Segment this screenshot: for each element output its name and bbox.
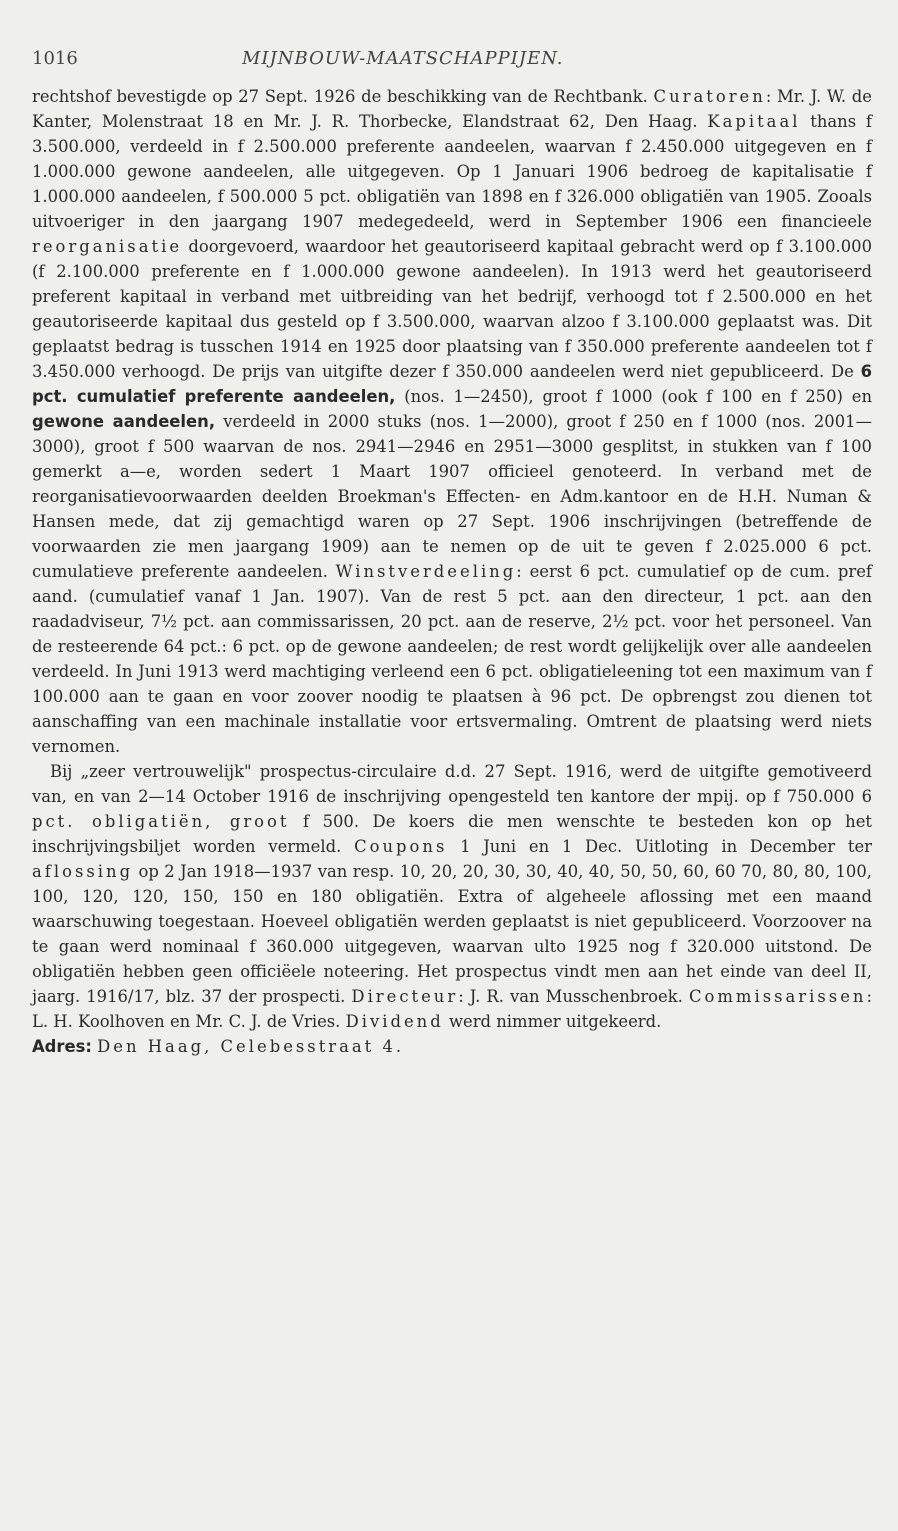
- label-directeur: Directeur: [351, 987, 459, 1006]
- text-run: : Mr. J. W. de Kanter, Molenstraat 18 en Mr. J. R. Thorbecke, Elandstraat 62, Den Haag.: [32, 87, 872, 131]
- paragraph-company-details: [32, 84, 872, 759]
- label-coupons: Coupons: [354, 837, 448, 856]
- label-kapitaal: Kapitaal: [707, 112, 801, 131]
- label-adres: Adres:: [32, 1037, 92, 1056]
- label-curatoren: Curatoren: [653, 87, 766, 106]
- body-text: [32, 84, 872, 1059]
- paragraph-obligaties: [32, 759, 872, 1034]
- label-dividend: Dividend: [345, 1012, 444, 1031]
- text-run: werd nimmer uitgekeerd.: [443, 1012, 662, 1031]
- document-page: [32, 48, 872, 1059]
- page-number: 1016: [32, 48, 78, 69]
- label-aflossing: aflossing: [32, 862, 134, 881]
- label-winstverdeeling: Winstverdeeling: [335, 562, 517, 581]
- text-run: f 500. De koers die men wenschte te besteden kon op het inschrijvingsbiljet worden vermeld.: [32, 812, 872, 856]
- label-commissarissen: Commissarissen: [688, 987, 867, 1006]
- text-run: 1 Juni en 1 Dec. Uitloting in December ter: [447, 837, 872, 856]
- heading-preferente-aandeelen: 6 pct. cumulatief preferente aandeelen,: [32, 362, 872, 406]
- text-run: doorgevoerd, waardoor het geautoriseerd kapitaal gebracht werd op f 3.100.000 (f 2.100.000 preferente en f 1.000.000 gewone aandeelen). In 1913 werd het geautoriseerd preferent kapitaal in verband met uitbreiding van het bedrijf, verhoogd tot f 2.500.000 en het geautoriseerde kapitaal dus gesteld op f 3.500.000, waarvan alzoo f 3.100.000 geplaatst was. Dit geplaatst bedrag is tusschen 1914 en 1925 door plaatsing van f 350.000 preferente aandeelen tot f 3.450.000 verhoogd. De prijs van uitgifte dezer f 350.000 aandeelen werd niet gepubliceerd. De: [32, 237, 872, 381]
- text-run: : L. H. Koolhoven en Mr. C. J. de Vries.: [32, 987, 872, 1031]
- text-run: : J. R. van Musschenbroek.: [458, 987, 689, 1006]
- text-run: op 2 Jan 1918—1937 van resp. 10, 20, 20, 30, 30, 40, 40, 50, 50, 60, 60 70, 80, 80, 100, 100, 120, 120, 150, 150 en 180 obligatiën. Extra of algeheele aflossing met een maand waarschuwing toegestaan. Hoeveel obligatiën werden geplaatst is niet gepubliceerd. Voorzoover na te gaan werd nominaal f 360.000 uitgegeven, waarvan ulto 1925 nog f 320.000 uitstond. De obligatiën hebben geen officiëele noteering. Het prospectus vindt men aan het einde van deel II, jaarg. 1916/17, blz. 37 der prospecti.: [32, 862, 872, 1006]
- running-title: MIJNBOUW-MAATSCHAPPIJEN.: [242, 48, 564, 69]
- label-pct-obligatien: pct. obligatiën, groot: [32, 812, 290, 831]
- label-reorganisatie: reorganisatie: [32, 237, 183, 256]
- text-run: rechtshof bevestigde op 27 Sept. 1926 de beschikking van de Rechtbank.: [32, 87, 654, 106]
- page-header: [32, 48, 872, 84]
- address-value: Den Haag, Celebesstraat 4.: [97, 1037, 405, 1056]
- paragraph-address: [32, 1034, 872, 1059]
- text-run: (nos. 1—2450), groot f 1000 (ook f 100 en f 250) en: [395, 387, 873, 406]
- text-run: Bij „zeer vertrouwelijk" prospectus-circulaire d.d. 27 Sept. 1916, werd de uitgifte gemotiveerd van, en van 2—14 October 1916 de inschrijving opengesteld ten kantore der mpij. op f 750.000 6: [32, 762, 872, 806]
- text-run: verdeeld in 2000 stuks (nos. 1—2000), groot f 250 en f 1000 (nos. 2001—3000), groot f 500 waarvan de nos. 2941—2946 en 2951—3000 gesplitst, in stukken van f 100 gemerkt a—e, worden sedert 1 Maart 1907 officieel genoteerd. In verband met de reorganisatievoorwaarden deelden Broekman's Effecten- en Adm.kantoor en de H.H. Numan & Hansen mede, dat zij gemachtigd waren op 27 Sept. 1906 inschrijvingen (betreffende de voorwaarden zie men jaargang 1909) aan te nemen op de uit te geven f 2.025.000 6 pct. cumulatieve preferente aandeelen.: [32, 412, 872, 581]
- heading-gewone-aandeelen: gewone aandeelen,: [32, 412, 216, 431]
- text-run: thans f 3.500.000, verdeeld in f 2.500.000 preferente aandeelen, waarvan f 2.450.000 uitgegeven en f 1.000.000 gewone aandeelen, alle uitgegeven. Op 1 Januari 1906 bedroeg de kapitalisatie f 1.000.000 aandeelen, f 500.000 5 pct. obligatiën van 1898 en f 326.000 obligatiën van 1905. Zooals uitvoeriger in den jaargang 1907 medegedeeld, werd in September 1906 een financieele: [32, 112, 872, 231]
- text-run: : eerst 6 pct. cumulatief op de cum. pref aand. (cumulatief vanaf 1 Jan. 1907). Van de rest 5 pct. aan den directeur, 1 pct. aan den raadadviseur, 7½ pct. aan commissarissen, 20 pct. aan de reserve, 2½ pct. voor het personeel. Van de resteerende 64 pct.: 6 pct. op de gewone aandeelen; de rest wordt gelijkelijk over alle aandeelen verdeeld. In Juni 1913 werd machtiging verleend een 6 pct. obligatieleening tot een maximum van f 100.000 aan te gaan en voor zoover noodig te plaatsen à 96 pct. De opbrengst zou dienen tot aanschaffing van een machinale installatie voor ertsvermaling. Omtrent de plaatsing werd niets vernomen.: [32, 562, 872, 756]
